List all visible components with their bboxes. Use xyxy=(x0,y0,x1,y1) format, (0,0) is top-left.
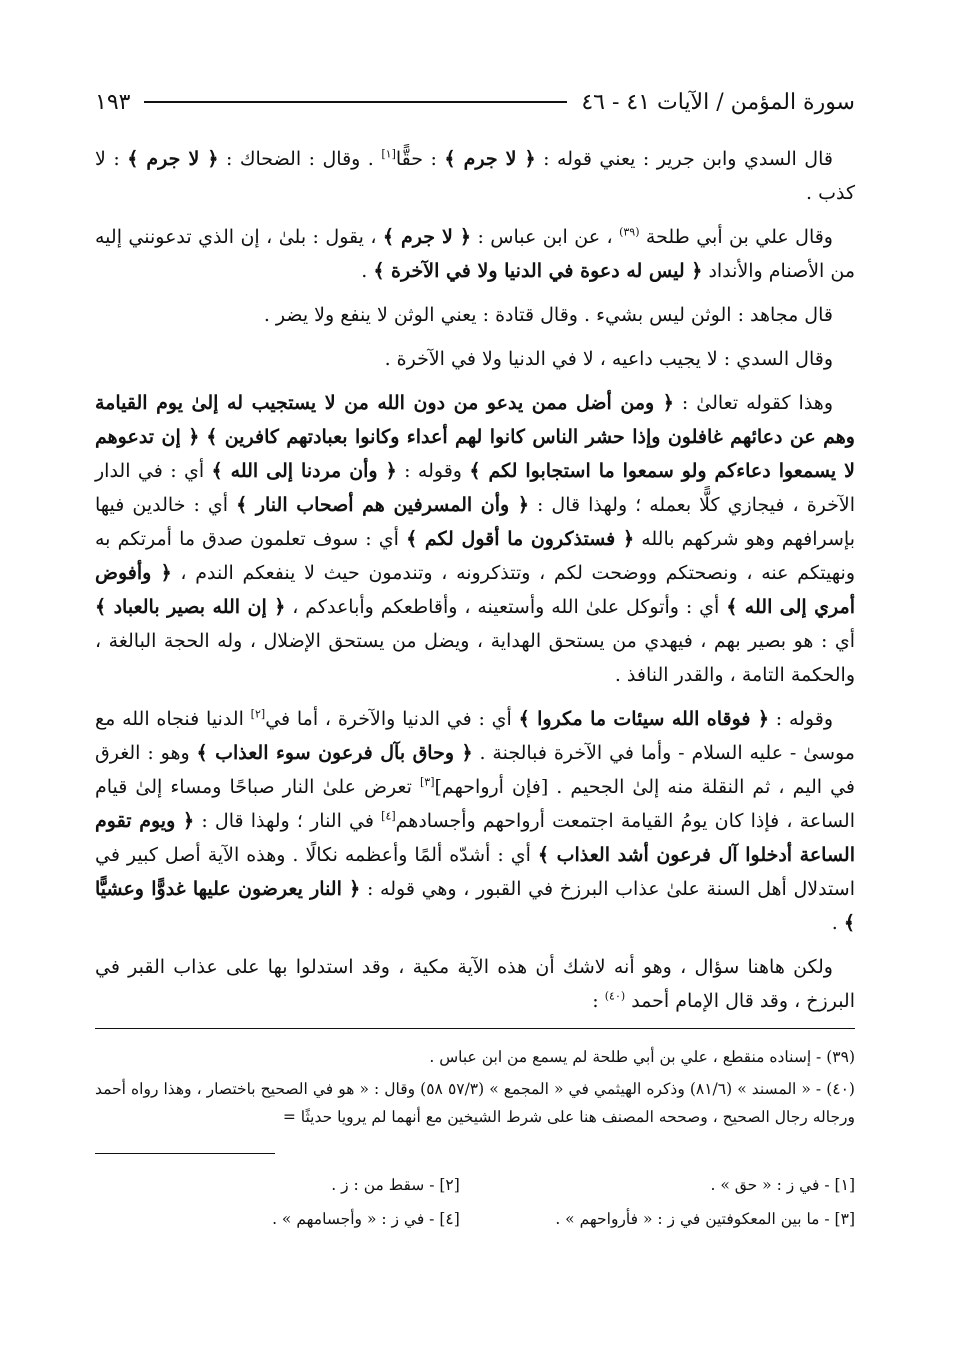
text-segment: تعرض علىٰ النار صباحًا ومساء إلىٰ قيام الساعة ، فإذا كان يومُ القيامة اجتمعت أرواحهم وأجسادهم xyxy=(95,776,856,832)
text-segment: أي : في الدار الآخرة ، فيجازي كلًّا بعمله ؛ ولهذا قال : xyxy=(95,460,855,516)
variant-note: [٤] - في ز : « وأجسامهم » . xyxy=(272,1210,460,1228)
quran-quote: ﴿ وأفوض أمري إلى الله ﴾ xyxy=(95,562,855,618)
text-segment: الدنيا فنجاه الله مع موسىٰ - عليه السلام - وأما في الآخرة فبالجنة . xyxy=(95,708,855,764)
paragraph xyxy=(95,220,855,288)
footnote-marker: [١] xyxy=(381,147,396,161)
text-segment: وقوله : xyxy=(768,708,833,730)
quran-quote: ﴿ فستذكرون ما أقول لكم ﴾ xyxy=(406,528,635,550)
text-segment: قال السدي وابن جرير : يعني قوله : xyxy=(535,148,833,170)
quran-quote: ﴿ إن الله بصير بالعباد ﴾ xyxy=(95,596,286,618)
notes-row xyxy=(95,1202,855,1236)
quran-quote: ﴿ وحاق بآل فرعون سوء العذاب ﴾ xyxy=(196,742,473,764)
footnote-marker: [٢] xyxy=(250,707,266,721)
quran-quote: ﴿ ويوم تقوم الساعة أدخلوا آل فرعون أشد العذاب ﴾ xyxy=(95,810,855,866)
text-segment: . وقال : الضحاك : xyxy=(218,148,382,170)
variant-notes xyxy=(95,1168,855,1236)
paragraph xyxy=(95,386,855,692)
paragraph xyxy=(95,342,855,376)
footnote: (٤٠) - « المسند » (٨١/٦) وذكره الهيثمي في « المجمع » (٥٧/٣ ٥٨) وقال : « هو في الصحيح باختصار ، وهذا رواه أحمد ورجاله رجال الصحيح ، وصححه المصنف هنا على شرط الشيخين مع أنهما لم يرويا حديثًا = xyxy=(95,1080,855,1126)
quran-quote: ﴿ إن تدعوهم لا يسمعوا دعاءكم ولو سمعوا ما استجابوا لكم ﴾ xyxy=(95,426,855,482)
text-segment: أي : وأتوكل علىٰ الله وأستعينه ، وأقاطعكم وأباعدكم ، xyxy=(285,596,727,618)
variant-note: [١] - في ز : « حق » . xyxy=(710,1176,855,1194)
footnote: (٣٩) - إسناده منقطع ، علي بن أبي طلحة لم يسمع من ابن عباس . xyxy=(429,1048,855,1066)
text-segment: . xyxy=(831,912,844,934)
quran-quote: ﴿ لا جرم ﴾ xyxy=(127,148,219,170)
footnote-marker: (٤٠) xyxy=(604,989,626,1003)
footnote-marker: (٣٩) xyxy=(619,225,640,239)
text-segment: ، عن ابن عباس : xyxy=(471,226,620,248)
text-segment: وهذا كقوله تعالىٰ : xyxy=(673,392,833,414)
text-segment: أي : أشدّه ألمًا وأعظمه نكالًا . وهذه الآية أصل كبير في استدلال أهل السنة علىٰ عذاب البرزخ في القبور ، وهي قوله : xyxy=(95,844,855,900)
text-segment: وقوله : xyxy=(396,460,470,482)
quran-quote: ﴿ لا جرم ﴾ xyxy=(444,148,536,170)
text-segment: ولكن هاهنا سؤال ، وهو أنه لاشك أن هذه الآية مكية ، وقد استدلوا بها على عذاب القبر في البرزخ ، وقد قال الإمام أحمد xyxy=(95,956,855,1012)
surah-title: سورة المؤمن / الآيات ٤١ - ٤٦ xyxy=(581,89,855,115)
paragraph xyxy=(95,950,855,1018)
footnote-marker: [٣] xyxy=(419,775,435,789)
quran-quote: ﴿ النار يعرضون عليها غدوًّا وعشيًّا ﴾ xyxy=(95,878,855,934)
text-segment: أي : في الدنيا والآخرة ، أما في xyxy=(265,708,519,730)
quran-quote: ﴿ وأن مردنا إلى الله ﴾ xyxy=(211,460,397,482)
footnote-marker: [٤] xyxy=(381,809,396,823)
text-segment: . xyxy=(361,260,374,282)
variant-note: [٢] - سقط من : ز . xyxy=(331,1176,460,1194)
text-segment: أي : هو بصير بهم ، فيهدي من يستحق الهداية ، ويضل من يستحق الإضلال ، وله الحجة البالغة ، والحكمة التامة ، والقدر النافذ . xyxy=(95,630,855,686)
running-header xyxy=(95,80,855,124)
paragraph xyxy=(95,702,855,940)
footnote-divider xyxy=(95,1028,855,1029)
paragraph xyxy=(95,298,855,332)
page-number: ١٩٣ xyxy=(95,89,131,115)
main-text xyxy=(95,142,855,1018)
notes-row xyxy=(95,1168,855,1202)
footnotes xyxy=(95,1043,855,1131)
text-segment: : xyxy=(592,990,605,1012)
text-segment: أي : سوف تعلمون صدق ما أمرتكم به ونهيتكم عنه ، ونصحتكم ووضحت لكم ، وتتذكرونه ، وتندمون حيث لا ينفعكم الندم ، xyxy=(95,528,855,584)
text-segment: : حقًّا xyxy=(395,148,445,170)
variant-note: [٣] - ما بين المعكوفتين في ز : « فأرواحهم » . xyxy=(555,1210,855,1228)
text-segment: : لا كذب . xyxy=(95,148,855,204)
quran-quote: ﴿ ليس له دعوة في الدنيا ولا في الآخرة ﴾ xyxy=(373,260,703,282)
text-segment: وهو : الغرق في اليم ، ثم النقلة منه إلىٰ الجحيم . [فإن أرواحهم] xyxy=(95,742,855,798)
notes-divider xyxy=(95,1153,275,1154)
quran-quote: ﴿ لا جرم ﴾ xyxy=(382,226,472,248)
header-rule xyxy=(144,101,567,103)
quran-quote: ﴿ فوقاه الله سيئات ما مكروا ﴾ xyxy=(518,708,769,730)
text-segment: أي : خالدين فيها بإسرافهم وهو شركهم بالله xyxy=(95,494,855,550)
text-segment: وقال علي بن أبي طلحة xyxy=(639,226,833,248)
text-segment: قال مجاهد : الوثن ليس بشيء . وقال قتادة : يعني الوثن لا ينفع ولا يضر . xyxy=(263,304,833,326)
quran-quote: ﴿ وأن المسرفين هم أصحاب النار ﴾ xyxy=(236,494,529,516)
paragraph xyxy=(95,142,855,210)
text-segment: في النار ؛ ولهذا قال : xyxy=(194,810,382,832)
page xyxy=(95,80,855,1236)
quran-quote: ﴿ ومن أضل ممن يدعو من دون الله من لا يستجيب له إلىٰ يوم القيامة وهم عن دعائهم غافلون وإذا حشر الناس كانوا لهم أعداء وكانوا بعبادتهم كافرين ﴾ xyxy=(95,392,855,448)
text-segment: ، يقول : بلىٰ ، إن الذي تدعونني إليه من الأصنام والأنداد xyxy=(95,226,855,282)
text-segment: وقال السدي : لا يجيب داعيه ، لا في الدنيا ولا في الآخرة . xyxy=(384,348,833,370)
